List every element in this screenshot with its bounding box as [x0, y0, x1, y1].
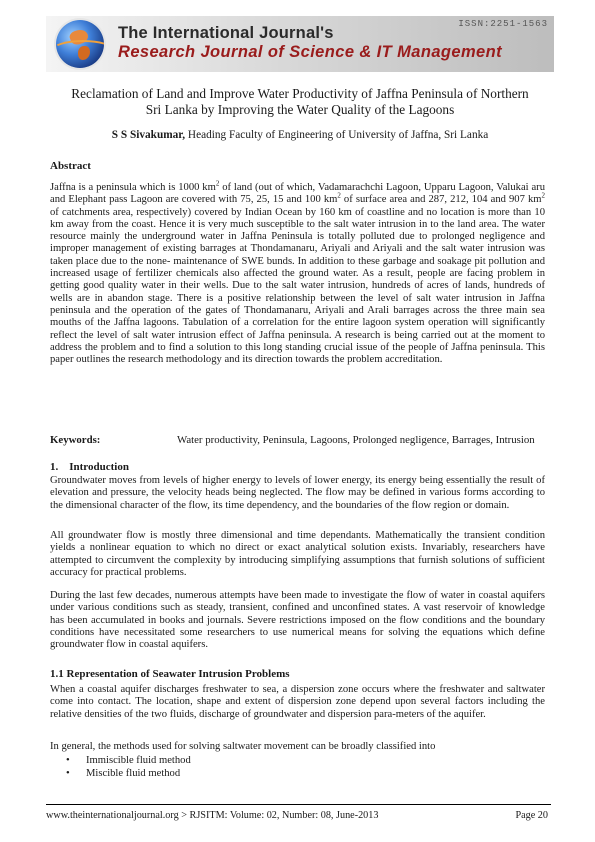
title-line-1: Reclamation of Land and Improve Water Productivity of Jaffna Peninsula of Northern — [71, 86, 529, 101]
abstract-heading: Abstract — [50, 160, 91, 172]
abstract-text: Jaffna is a peninsula which is 1000 $km^2$ of land (out of which, Vadamarachchi Lagoon, Upparu Lagoon, Valukai aru and Elephant pass Lagoon are covered with 75, 25, 15 and 100 $km^2$ of surface area and 287, 212, 104 and 907 $km^2$ of catchments area, respectively) covered by Indian Ocean by 160 km of coastline and no location is more than 10 km away from the coast. Hence it is very much susceptible to the salt water intrusion in to the land area. The water resource mainly the underground water in Jaffna Peninsula is totally polluted due to prolonged negligence and improper management of existing barrages at Thondamanaru, Ariyali and Ariyali and the salt water intrusion was taken place due to the none- maintenance of SWE bunds. In addition to these garbage and soakage pit pollution and increased usage of fertilizer chemicals also affected the ground water. As a result, people are facing problem in getting good quality water in their wells. Due to the salt water intrusion, hundreds of acres of lands, hundreds of wells are in abandon stage. There is a positive relationship between the level of salt water intrusion in Jaffna peninsula and the operation of the gates of Thondamanaru, Ariyali and Arali barrages across the three main sea mouths of the Jaffna lagoons. Tabulation of a correlation for the entire lagoon system operation will significantly reflect the level of salt water intrusion effect of Jaffna peninsula. A research is being carried out at the moment to address the problem and to find a solution to this long standing crucial issue of the people of Jaffna peninsula. This paper outlines the research methodology and its direction towards the problem accreditation. — [50, 179, 545, 366]
issn-label: ISSN:2251-1563 — [458, 19, 548, 29]
list-item: • Immiscible fluid method — [66, 755, 191, 766]
section-1-1-paragraph-2: In general, the methods used for solving saltwater movement can be broadly classified into — [50, 741, 436, 752]
journal-header — [46, 16, 554, 72]
bullet-icon: • — [66, 768, 70, 779]
paper-title — [46, 86, 554, 118]
introduction-heading: 1. Introduction — [50, 461, 129, 473]
bullet-icon: • — [66, 755, 70, 766]
keywords-line — [50, 434, 535, 446]
journal-subtitle: Research Journal of Science & IT Management — [118, 43, 502, 61]
intro-paragraph-2: All groundwater flow is mostly three dimensional and time dependants. Mathematically the transient condition yields a nonlinear equation to which no direct or exact analytical solution exists. Invariably, researchers have attempted to circumvent the complexity by introducing simplifying assumptions that furnish solutions of sufficient accuracy for practical problems. — [50, 530, 545, 578]
title-line-2: Sri Lanka by Improving the Water Quality of the Lagoons — [145, 102, 455, 117]
journal-name: The International Journal's — [118, 24, 334, 42]
intro-paragraph-1: Groundwater moves from levels of higher energy to levels of lower energy, its energy being essentially the result of elevation and pressure, the velocity heads being neglected. The flow may be defined in various forms according to the dimensional character of the flow, its time dependency, and the boundaries of the flow region or domain. — [50, 475, 545, 511]
page-number: Page 20 — [515, 810, 548, 821]
keywords-text: Water productivity, Peninsula, Lagoons, Prolonged negligence, Barrages, Intrusion — [177, 434, 535, 446]
author-line — [46, 129, 554, 141]
footer-citation: www.theinternationaljournal.org > RJSITM: Volume: 02, Number: 08, June-2013 — [46, 810, 379, 821]
list-item: • Miscible fluid method — [66, 768, 181, 779]
section-1-1-heading: 1.1 Representation of Seawater Intrusion Problems — [50, 668, 290, 680]
section-1-1-paragraph-1: When a coastal aquifer discharges freshwater to sea, a dispersion zone occurs where the freshwater and saltwater come into contact. The location, shape and extent of dispersion zone depend upon several factors including the relative densities of the two fluids, discharge of groundwater and dispersion para-meters of the aquifer. — [50, 684, 545, 720]
keywords-label: Keywords: — [50, 434, 101, 446]
author-name: S S Sivakumar, — [111, 129, 186, 141]
globe-logo-icon — [56, 20, 104, 68]
footer-divider — [46, 804, 551, 805]
author-affiliation: Heading Faculty of Engineering of University of Jaffna, Sri Lanka — [185, 129, 489, 141]
intro-paragraph-3: During the last few decades, numerous attempts have been made to investigate the flow of water in coastal aquifers under various conditions such as steady, transient, confined and unconfined states. A vast reservoir of knowledge has been accumulated in books and journals. Severe restrictions imposed on the flow conditions and the boundary conditions have necessitated some researchers to use numerical means for solving the equations which define groundwater flow in coastal aquifers. — [50, 590, 545, 651]
